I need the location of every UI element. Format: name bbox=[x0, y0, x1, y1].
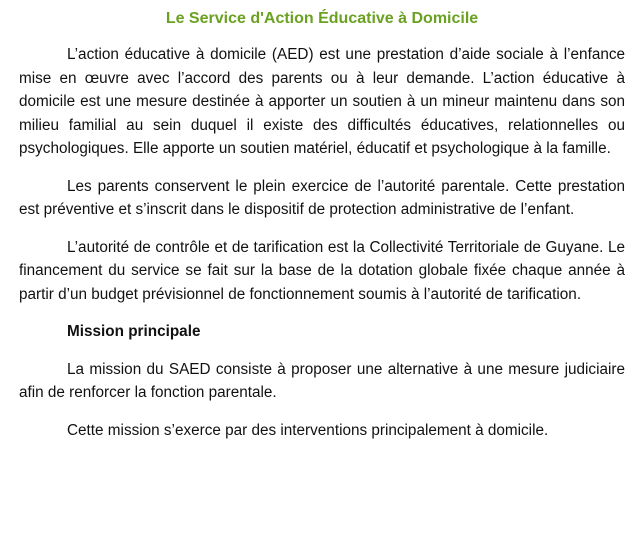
section-heading-mission: Mission principale bbox=[67, 323, 201, 340]
document-title: Le Service d'Action Éducative à Domicile bbox=[165, 10, 479, 27]
paragraph-aed-definition: L’action éducative à domicile (AED) est une prestation d’aide sociale à l’enfance mise en œuvre avec l’accord des parents ou à leur demande. L’action éducative à domicile est une mesure destinée à apporter un soutien à un mineur maintenu dans son milieu familial au sein duquel il existe des difficultés éducatives, relationnelles ou psychologiques. Elle apporte un soutien matériel, éducatif et psychologique à la famille. bbox=[19, 46, 625, 157]
paragraph-interventions: Cette mission s’exerce par des interventions principalement à domicile. bbox=[67, 421, 549, 439]
paragraph-funding: L’autorité de contrôle et de tarification est la Collectivité Territoriale de Guyane. Le financement du service se fait sur la base de la dotation globale fixée chaque année à partir d’un budget prévisionnel de fonctionnement soumis à l’autorité de tarification. bbox=[19, 238, 625, 303]
paragraph-parental-authority: Les parents conservent le plein exercice de l’autorité parentale. Cette prestation est préventive et s’inscrit dans le dispositif de protection administrative de l’enfant. bbox=[19, 177, 625, 218]
paragraph-mission: La mission du SAED consiste à proposer une alternative à une mesure judiciaire afin de renforcer la fonction parentale. bbox=[19, 360, 625, 401]
